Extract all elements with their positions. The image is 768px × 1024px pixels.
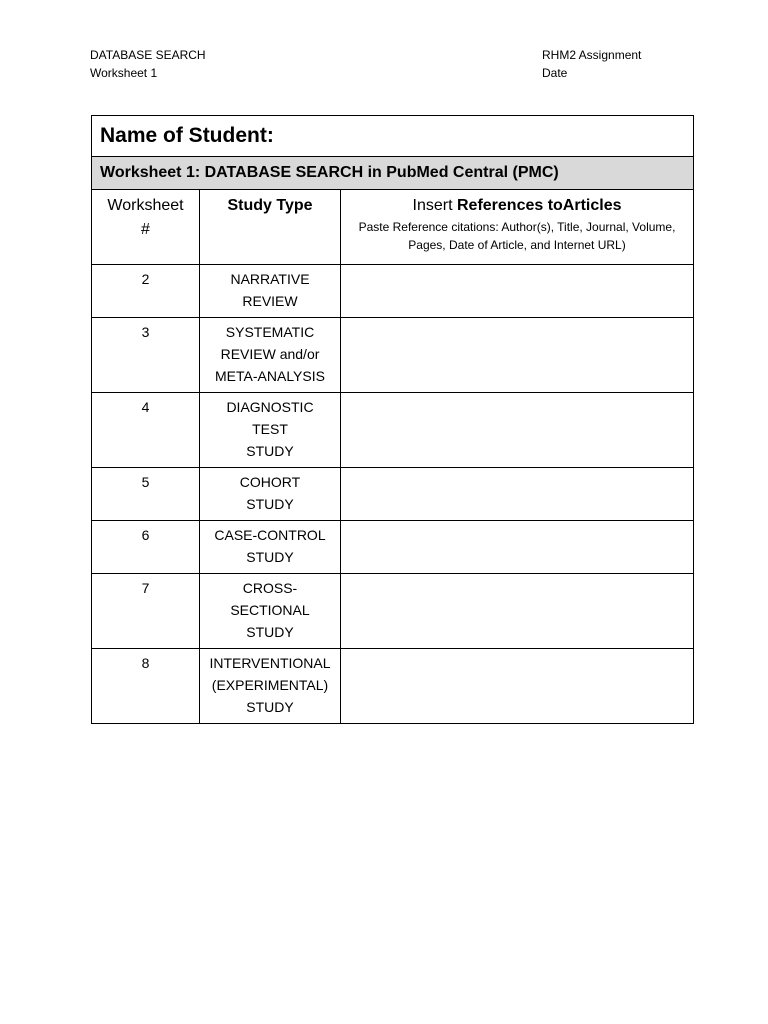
header-right [542, 46, 641, 82]
study-type-cell: CROSS- SECTIONAL STUDY [200, 574, 341, 649]
worksheet-num-cell: 6 [92, 521, 200, 574]
worksheet-num-cell: 8 [92, 649, 200, 724]
reference-input-cell[interactable] [341, 318, 694, 393]
study-type-cell: COHORT STUDY [200, 468, 341, 521]
worksheet-num-cell: 2 [92, 265, 200, 318]
header-worksheet-label: Worksheet 1 [90, 66, 158, 80]
reference-input-cell[interactable] [341, 649, 694, 724]
study-type-cell: INTERVENTIONAL (EXPERIMENTAL) STUDY [200, 649, 341, 724]
table-row [92, 393, 694, 468]
worksheet-title-row [92, 157, 694, 190]
study-type-cell: NARRATIVE REVIEW [200, 265, 341, 318]
column-header-references-label [341, 194, 693, 218]
worksheet-num-cell: 4 [92, 393, 200, 468]
study-type-cell: CASE-CONTROL STUDY [200, 521, 341, 574]
column-header-worksheet-num [92, 190, 200, 265]
table-row [92, 649, 694, 724]
worksheet-num-cell: 3 [92, 318, 200, 393]
header-date-label: Date [542, 66, 568, 80]
references-prefix: Insert [412, 197, 457, 214]
table-row [92, 318, 694, 393]
table-row [92, 468, 694, 521]
references-bold: References toArticles [456, 197, 622, 214]
header-assignment-label: RHM2 Assignment [542, 48, 642, 62]
reference-input-cell[interactable] [341, 393, 694, 468]
table-row [92, 265, 694, 318]
column-header-references-note: Paste Reference citations: Author(s), Title, Journal, Volume, Pages, Date of Article, and Internet URL) [358, 220, 676, 252]
worksheet-num-cell: 7 [92, 574, 200, 649]
student-name-row [92, 116, 694, 157]
page-header [0, 46, 768, 86]
worksheet-num-cell: 5 [92, 468, 200, 521]
column-header-study-type-label: Study Type [227, 197, 313, 214]
column-header-row [92, 190, 694, 265]
worksheet-title: Worksheet 1: DATABASE SEARCH in PubMed Central (PMC) [92, 157, 694, 190]
column-header-worksheet-num-label: Worksheet # [107, 197, 184, 238]
reference-input-cell[interactable] [341, 521, 694, 574]
header-doc-title: DATABASE SEARCH [90, 48, 206, 62]
column-header-references [341, 190, 694, 265]
rows-body [92, 265, 694, 724]
student-name-cell[interactable]: Name of Student: [92, 116, 694, 157]
reference-input-cell[interactable] [341, 468, 694, 521]
reference-input-cell[interactable] [341, 265, 694, 318]
study-type-cell: DIAGNOSTIC TEST STUDY [200, 393, 341, 468]
worksheet-table [91, 115, 694, 724]
study-type-cell: SYSTEMATIC REVIEW and/or META-ANALYSIS [200, 318, 341, 393]
table-row [92, 574, 694, 649]
header-left [90, 46, 206, 82]
column-header-study-type [200, 190, 341, 265]
reference-input-cell[interactable] [341, 574, 694, 649]
table-row [92, 521, 694, 574]
